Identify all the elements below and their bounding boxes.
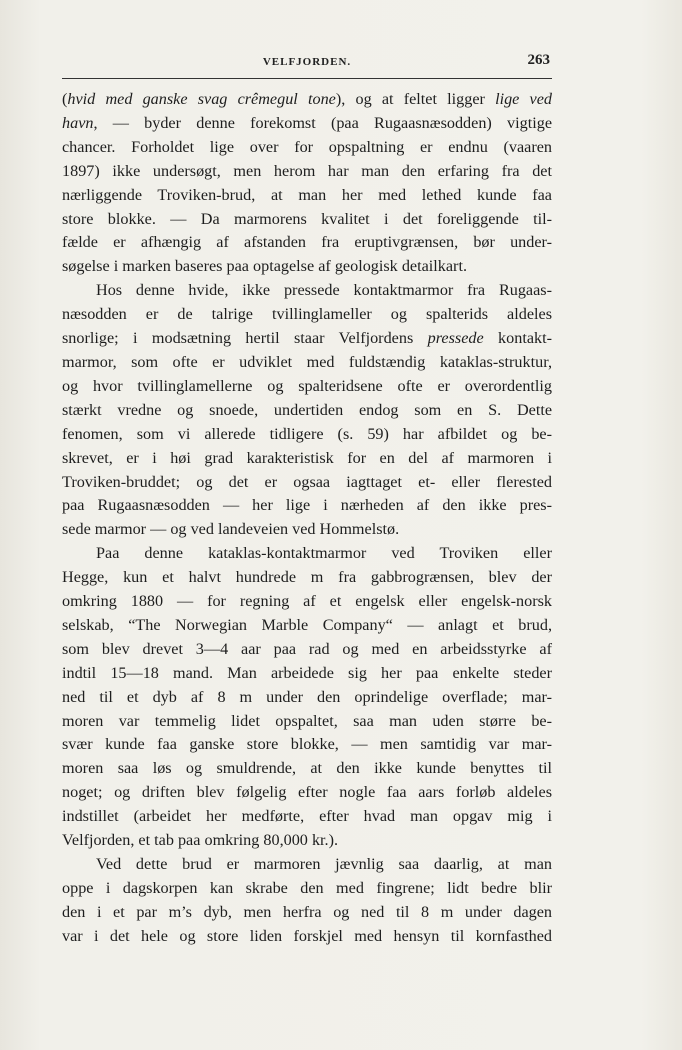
text-line	[62, 208, 552, 232]
text-segment: stærkt vredne og snoede, undertiden endog som en S. Dette	[62, 400, 552, 419]
text-line	[62, 160, 552, 184]
text-segment: moren var temmelig lidet opspaltet, saa man uden større be-	[62, 711, 552, 730]
text-line	[62, 112, 552, 136]
text-line	[62, 88, 552, 112]
text-line	[62, 686, 552, 710]
text-segment: Paa denne kataklas-kontaktmarmor ved Troviken eller	[96, 544, 552, 563]
text-segment: moren saa løs og smuldrende, at den ikke kunde benyttes til	[62, 759, 552, 778]
text-line	[62, 877, 552, 901]
text-segment: Troviken-bruddet; og det er ogsaa iagttaget et- eller flerested	[62, 472, 552, 491]
text-line	[62, 733, 552, 757]
body-text	[62, 88, 552, 949]
text-segment: som blev drevet 3—4 aar paa rad og med en arbeidsstyrke af	[62, 639, 552, 658]
text-segment: kontakt-	[483, 329, 552, 348]
text-segment: var i det hele og store liden forskjel med hensyn til kornfasthed	[62, 926, 552, 945]
text-line	[62, 901, 552, 925]
italic-text: havn	[62, 113, 94, 132]
text-segment: chancer. Forholdet lige over for opspaltning er endnu (vaaren	[62, 137, 552, 156]
text-line	[62, 327, 552, 351]
italic-text: hvid med ganske svag crêmegul tone	[67, 90, 336, 108]
text-segment: Hos denne hvide, ikke pressede kontaktmarmor fra Rugaas-	[96, 281, 552, 300]
text-segment: ned til et dyb af 8 m under den oprindelige overflade; mar-	[62, 687, 552, 706]
page-header	[62, 52, 552, 72]
text-segment: den i et par m’s dyb, men herfra og ned til 8 m under dagen	[62, 902, 552, 921]
text-segment: Hegge, kun et halvt hundrede m fra gabbrogrænsen, blev der	[62, 568, 552, 587]
text-segment: næsodden er de talrige tvillinglameller og spalterids aldeles	[62, 305, 552, 324]
text-line	[62, 399, 552, 423]
text-line	[62, 590, 552, 614]
text-segment: store blokke. — Da marmorens kvalitet i det foreliggende til-	[62, 209, 552, 228]
text-segment: indstillet (arbeidet her medførte, efter hvad man opgav mig i	[62, 807, 552, 826]
text-line	[62, 231, 552, 255]
text-segment: og hvor tvillinglamellerne og spalteridsene ofte er overordentlig	[62, 376, 552, 395]
text-segment: snorlige; i modsætning hertil staar Velfjordens	[62, 329, 428, 348]
text-segment: sede marmor — og ved landeveien ved Hommelstø.	[62, 520, 400, 539]
text-line	[62, 710, 552, 734]
text-segment: (	[62, 90, 68, 108]
text-line	[62, 447, 552, 471]
text-line	[62, 518, 552, 542]
italic-text: pressede	[427, 329, 484, 348]
text-line	[62, 471, 552, 495]
running-title: VELFJORDEN.	[262, 56, 352, 68]
text-line	[62, 542, 552, 566]
text-segment: omkring 1880 — for regning af et engelsk eller engelsk-norsk	[62, 592, 552, 611]
text-segment: 1897) ikke undersøgt, men herom har man den erfaring fra det	[62, 161, 552, 180]
text-segment: Ved dette brud er marmoren jævnlig saa daarlig, at man	[96, 855, 552, 873]
text-line	[62, 136, 552, 160]
text-segment: indtil 15—18 mand. Man arbeidede sig her paa enkelte steder	[62, 663, 552, 682]
text-segment: skrevet, er i høi grad karakteristisk for en del af marmoren i	[62, 448, 552, 467]
text-segment: Velfjorden, et tab paa omkring 80,000 kr.).	[62, 831, 339, 850]
italic-text: lige ved	[495, 90, 552, 108]
text-line	[62, 805, 552, 829]
text-line	[62, 184, 552, 208]
text-line	[62, 925, 552, 949]
text-segment: selskab, “The Norwegian Marble Company“ — anlagt et brud,	[62, 615, 552, 634]
text-line	[62, 614, 552, 638]
text-line	[62, 423, 552, 447]
text-line	[62, 375, 552, 399]
text-line	[62, 494, 552, 518]
text-segment: paa Rugaasnæsodden — her lige i nærheden af den ikke pres-	[62, 496, 552, 515]
text-line	[62, 303, 552, 327]
text-segment: svær kunde faa ganske store blokke, — men samtidig var mar-	[62, 735, 552, 754]
text-segment: nærliggende Troviken-brud, at man her med lethed kunde faa	[62, 185, 552, 204]
text-segment: , — byder denne forekomst (paa Rugaasnæsodden) vigtige	[93, 113, 552, 132]
page-number: 263	[527, 52, 550, 68]
text-segment: noget; og driften blev følgelig efter nogle faa aars forløb aldeles	[62, 783, 552, 802]
text-segment: fælde er afhængig af afstanden fra eruptivgrænsen, bør under-	[62, 233, 552, 252]
text-line	[62, 279, 552, 303]
text-line	[62, 638, 552, 662]
text-line	[62, 853, 552, 877]
text-line	[62, 757, 552, 781]
text-segment: ), og at feltet ligger	[335, 90, 496, 108]
text-line	[62, 351, 552, 375]
text-line	[62, 566, 552, 590]
text-line	[62, 781, 552, 805]
text-segment: marmor, som ofte er udviklet med fuldstændig kataklas-struktur,	[62, 352, 552, 371]
text-line	[62, 255, 552, 279]
text-segment: søgelse i marken baseres paa optagelse af geologisk detailkart.	[62, 257, 467, 276]
text-line	[62, 829, 552, 853]
text-segment: fenomen, som vi allerede tidligere (s. 59) har afbildet og be-	[62, 424, 552, 443]
text-segment: oppe i dagskorpen kan skrabe den med fingrene; lidt bedre blir	[62, 878, 552, 897]
text-line	[62, 662, 552, 686]
header-rule	[62, 78, 552, 79]
